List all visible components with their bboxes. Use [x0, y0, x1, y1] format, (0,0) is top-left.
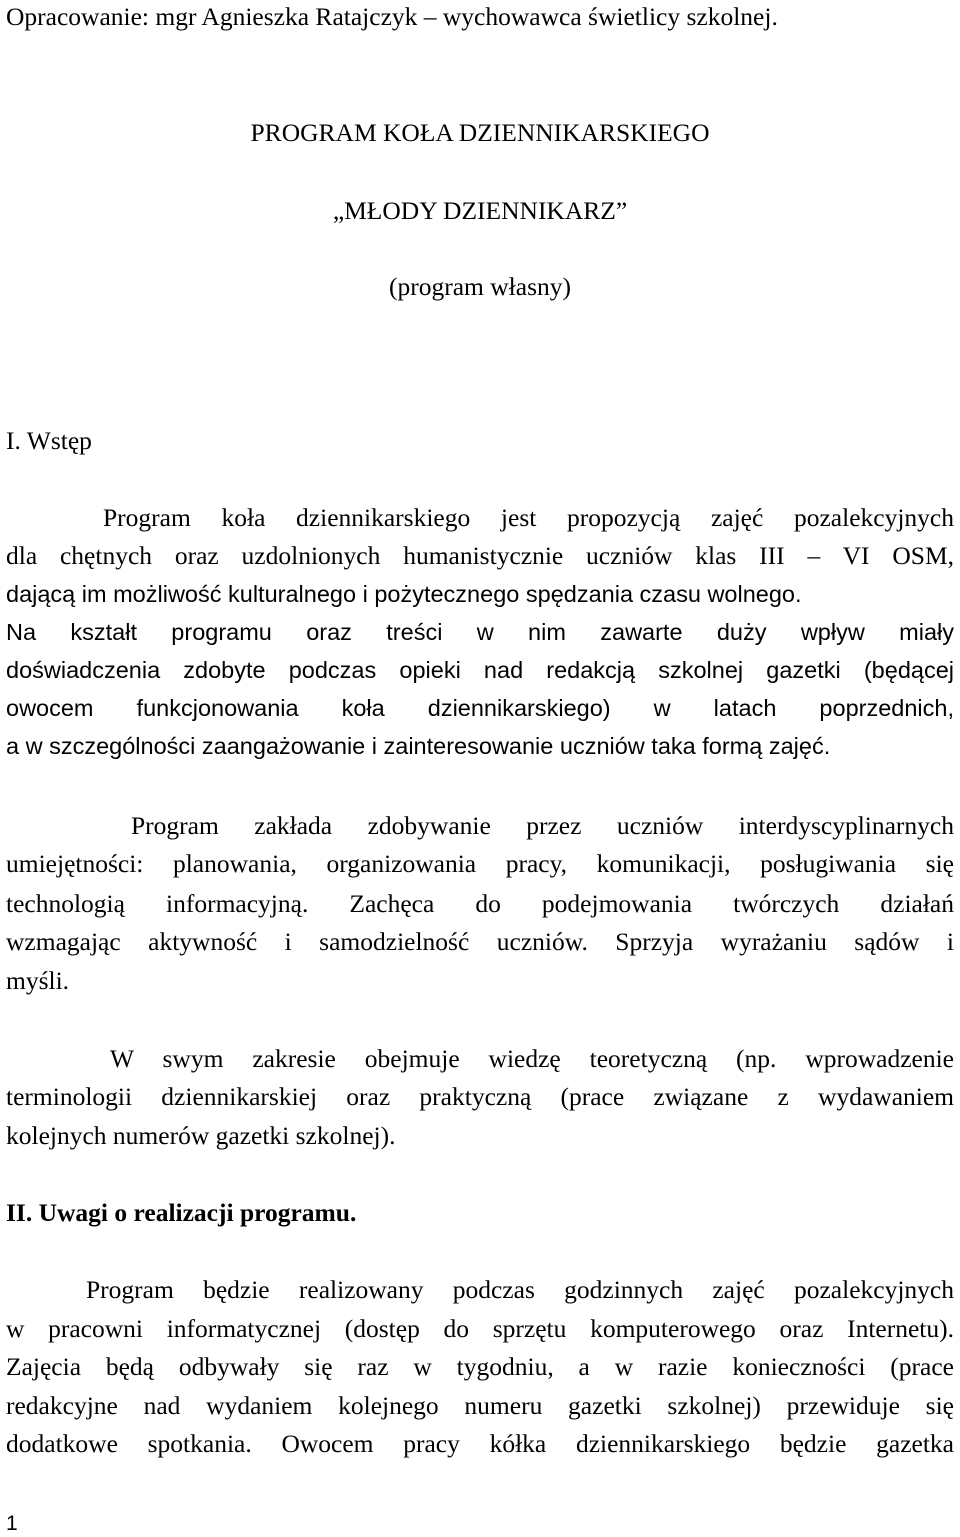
paragraph-line: terminologii dziennikarskiej oraz praktyczną (prace związane z wydawaniem	[6, 1082, 954, 1111]
program-type-note: (program własny)	[389, 272, 571, 301]
author-line: Opracowanie: mgr Agnieszka Ratajczyk – wychowawca świetlicy szkolnej.	[6, 2, 778, 31]
paragraph-line: redakcyjne nad wydaniem kolejnego numeru gazetki szkolnej) przewiduje się	[6, 1391, 954, 1420]
paragraph-line: Zajęcia będą odbywały się raz w tygodniu, a w razie konieczności (prace	[6, 1352, 954, 1381]
paragraph-line: W swym zakresie obejmuje wiedzę teoretyczną (np. wprowadzenie	[110, 1044, 954, 1073]
paragraph-line: umiejętności: planowania, organizowania pracy, komunikacji, posługiwania się	[6, 849, 954, 878]
paragraph-line: dla chętnych oraz uzdolnionych humanistycznie uczniów klas III – VI OSM,	[6, 541, 954, 570]
paragraph-line: myśli.	[6, 966, 70, 995]
paragraph-line: kolejnych numerów gazetki szkolnej).	[6, 1121, 396, 1150]
paragraph-line: dającą im możliwość kulturalnego i pożytecznego spędzania czasu wolnego.	[6, 581, 802, 607]
paragraph-line: Program będzie realizowany podczas godzinnych zajęć pozalekcyjnych	[86, 1275, 954, 1304]
paragraph-line: owocem funkcjonowania koła dziennikarskiego) w latach poprzednich,	[6, 695, 954, 721]
paragraph-line: dodatkowe spotkania. Owocem pracy kółka dziennikarskiego będzie gazetka	[6, 1429, 954, 1458]
program-title: PROGRAM KOŁA DZIENNIKARSKIEGO	[250, 118, 710, 147]
paragraph-line: wzmagając aktywność i samodzielność uczniów. Sprzyja wyrażaniu sądów i	[6, 927, 954, 956]
paragraph-line: w pracowni informatycznej (dostęp do sprzętu komputerowego oraz Internetu).	[6, 1314, 954, 1343]
paragraph-line: Program zakłada zdobywanie przez uczniów interdyscyplinarnych	[131, 811, 954, 840]
paragraph-line: technologią informacyjną. Zachęca do podejmowania twórczych działań	[6, 889, 954, 918]
program-subtitle: „MŁODY DZIENNIKARZ”	[332, 196, 628, 225]
paragraph-line: doświadczenia zdobyte podczas opieki nad redakcją szkolnej gazetki (będącej	[6, 657, 954, 683]
paragraph-line: Program koła dziennikarskiego jest propozycją zajęć pozalekcyjnych	[103, 503, 954, 532]
page-number: 1	[6, 1512, 18, 1535]
section-heading-uwagi: II. Uwagi o realizacji programu.	[6, 1198, 357, 1227]
paragraph-line: a w szczególności zaangażowanie i zainteresowanie uczniów taka formą zajęć.	[6, 733, 831, 759]
paragraph-line: Na kształt programu oraz treści w nim zawarte duży wpływ miały	[6, 619, 954, 645]
section-heading-wstep: I. Wstęp	[6, 426, 92, 455]
